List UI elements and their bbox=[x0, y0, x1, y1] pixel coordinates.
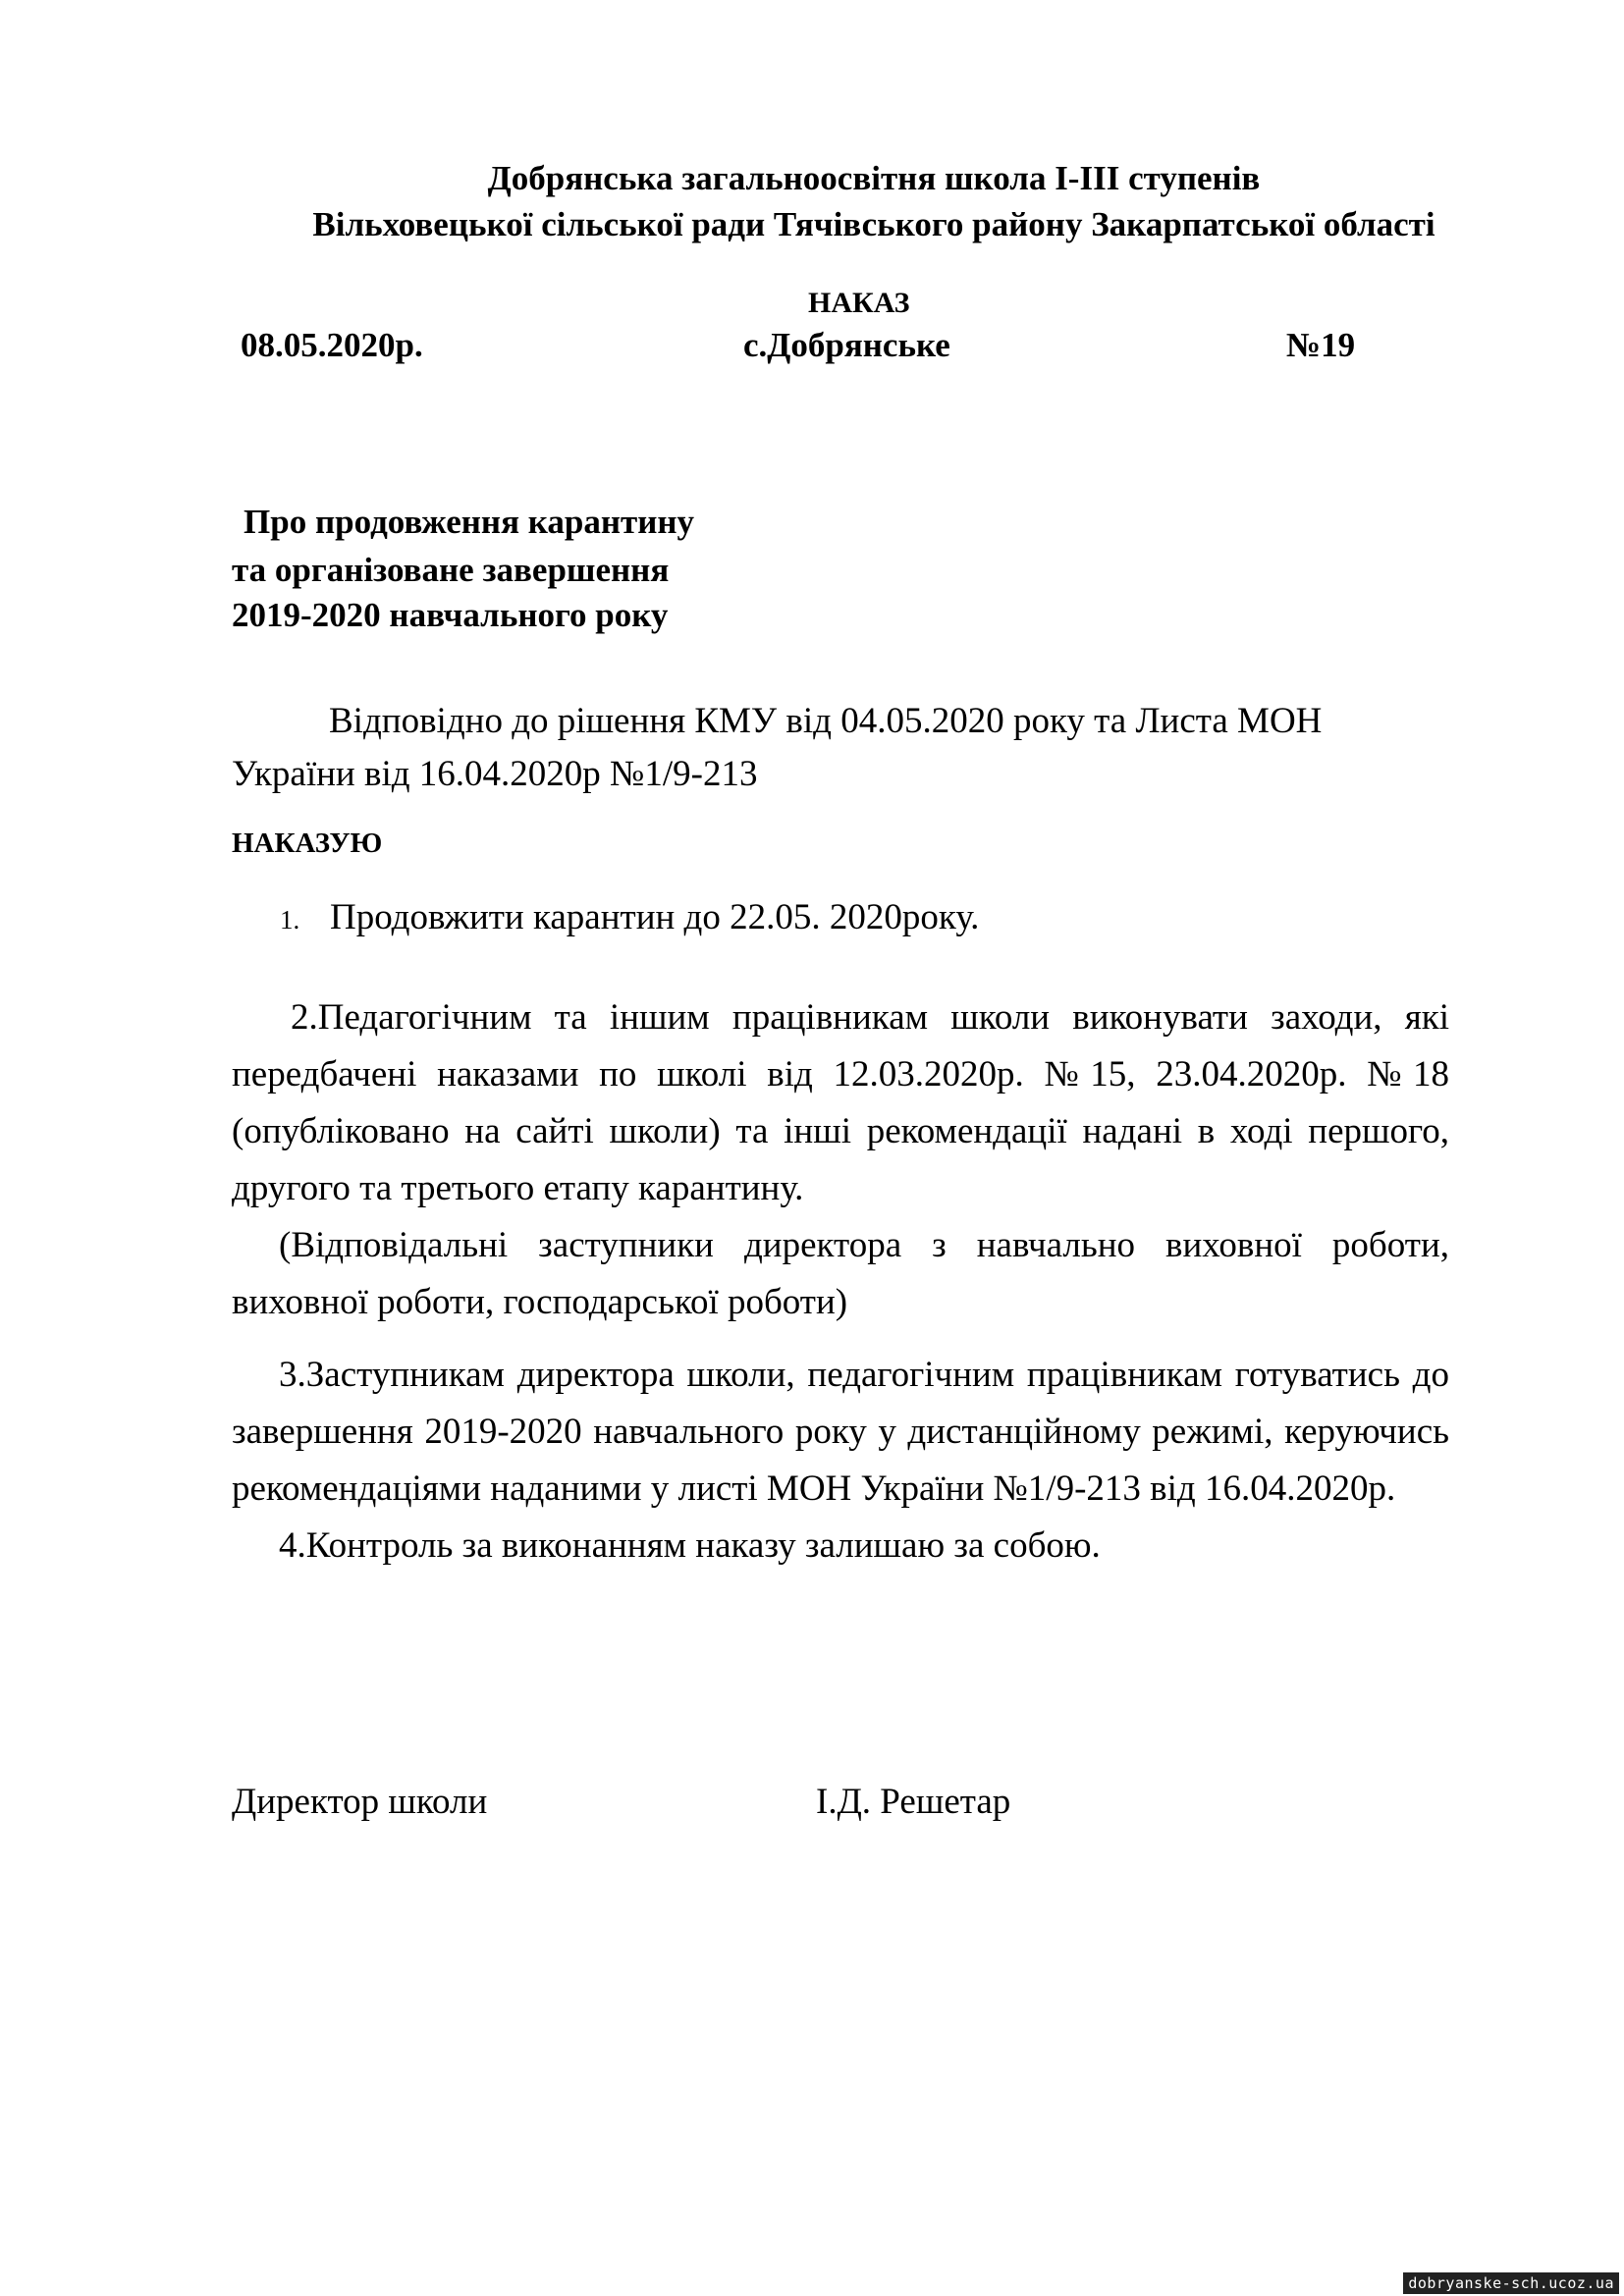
order-date: 08.05.2020р. bbox=[241, 326, 423, 364]
item-1-text: Продовжити карантин до 22.05. 2020року. bbox=[330, 897, 980, 937]
item-4-text: 4.Контроль за виконанням наказу залишаю за собою. bbox=[279, 1525, 1101, 1566]
item-2-text: 2.Педагогічним та іншим працівникам школи виконувати заходи, які передбачені наказами по школі від 12.03.2020р. №15, 23.04.2020р. №18 (опубліковано на сайті школи) та інші рекомендації надані в ході першого, другого та третього етапу карантину. bbox=[232, 997, 1449, 1208]
item-3-text: 3.Заступникам директора школи, педагогічним працівникам готуватись до завершення 2019-2020 навчального року у дистанційному режимі, керуючись рекомендаціями наданими у листі МОН України №1/9-213 від 16.04.2020р. bbox=[232, 1355, 1449, 1509]
subject-line-3: 2019-2020 навчального року bbox=[232, 596, 669, 634]
responsible-text: (Відповідальні заступники директора з навчально виховної роботи, виховної роботи, господарської роботи) bbox=[232, 1225, 1449, 1322]
preamble-line-2: України від 16.04.2020р №1/9-213 bbox=[232, 754, 758, 794]
subject-line-1: Про продовження карантину bbox=[244, 503, 695, 541]
signature-position: Директор школи bbox=[232, 1782, 488, 1822]
signature-name: І.Д. Решетар bbox=[816, 1782, 1011, 1822]
item-1-number: 1. bbox=[280, 905, 300, 934]
subject-line-2: та організоване завершення bbox=[232, 551, 670, 589]
site-watermark: dobryanske-sch.ucoz.ua bbox=[1403, 2272, 1619, 2294]
school-name-line-2: Вільховецької сільської ради Тячівського району Закарпатської області bbox=[312, 205, 1435, 243]
preamble-line-1: Відповідно до рішення КМУ від 04.05.2020 року та Листа МОН bbox=[329, 701, 1323, 741]
order-place: с.Добрянське bbox=[743, 326, 950, 364]
order-number: №19 bbox=[1286, 326, 1356, 364]
order-directive-word: НАКАЗУЮ bbox=[232, 828, 383, 859]
order-title: НАКАЗ bbox=[808, 287, 910, 319]
school-name-line-1: Добрянська загальноосвітня школа І-ІІІ ступенів bbox=[487, 159, 1261, 197]
